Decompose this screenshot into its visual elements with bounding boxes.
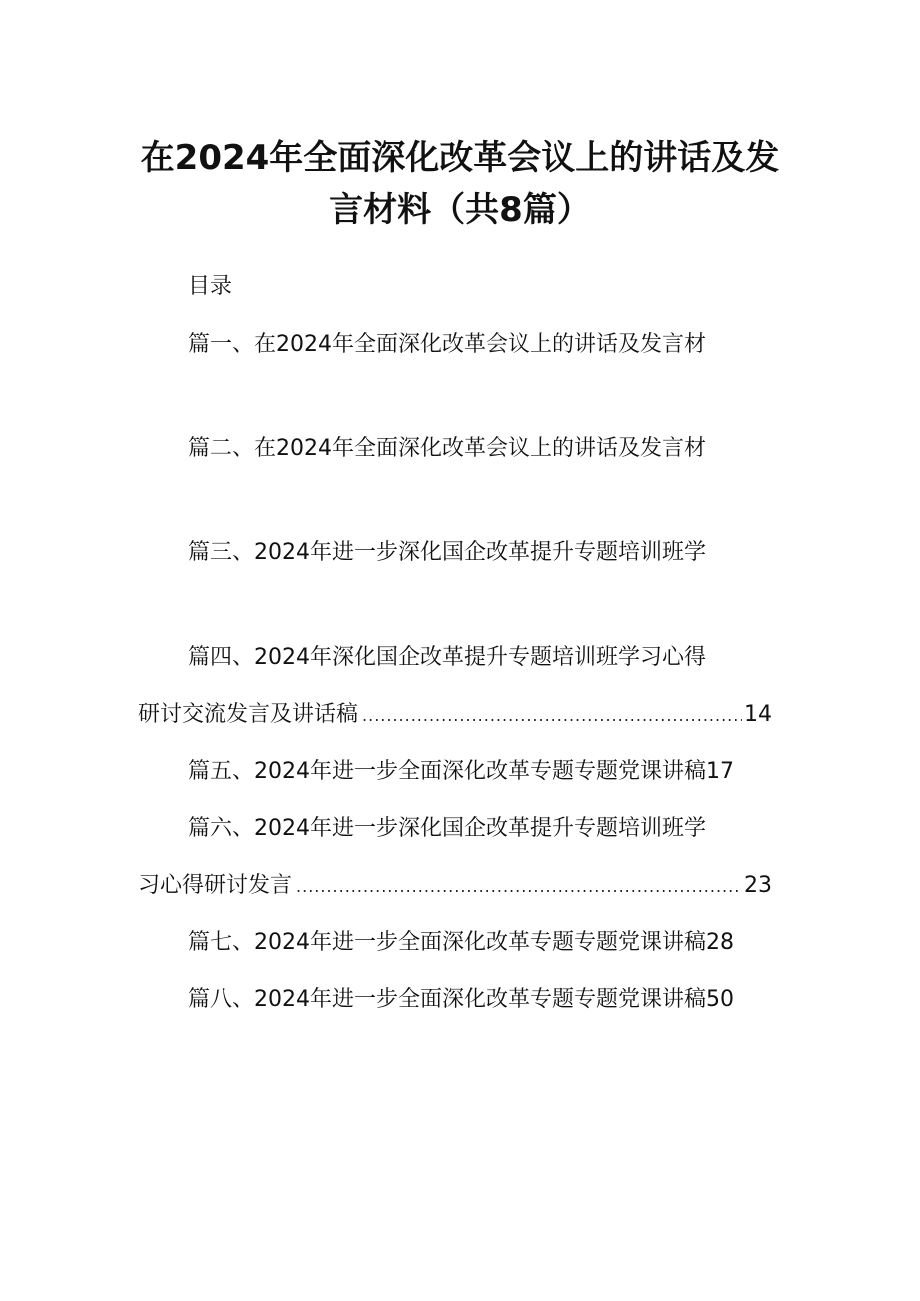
toc-entry-6-page: 23 (744, 873, 772, 898)
document-title-line1: 在2024年全面深化改革会议上的讲话及发 (140, 138, 780, 178)
toc-entry-3[interactable]: 篇三、2024年进一步深化国企改革提升专题培训班学 (188, 540, 706, 565)
toc-leader-dots (362, 701, 742, 731)
toc-heading: 目录 (188, 274, 233, 299)
toc-entry-5[interactable]: 篇五、2024年进一步全面深化改革专题专题党课讲稿17 (188, 759, 734, 784)
toc-entry-8[interactable]: 篇八、2024年进一步全面深化改革专题专题党课讲稿50 (188, 987, 734, 1012)
toc-entry-4-continuation[interactable] (138, 700, 772, 731)
toc-entry-6-continuation[interactable] (138, 871, 772, 902)
toc-entry-6-text: 习心得研讨发言 (138, 873, 293, 898)
toc-entry-4-text: 研讨交流发言及讲话稿 (138, 702, 359, 727)
toc-entry-7[interactable]: 篇七、2024年进一步全面深化改革专题专题党课讲稿28 (188, 930, 734, 955)
toc-entry-2[interactable]: 篇二、在2024年全面深化改革会议上的讲话及发言材 (188, 436, 706, 461)
document-title-line2: 言材料（共8篇） (329, 190, 591, 230)
toc-entry-6[interactable]: 篇六、2024年进一步深化国企改革提升专题培训班学 (188, 816, 706, 841)
toc-leader-dots (296, 872, 742, 902)
toc-entry-4-page: 14 (744, 702, 772, 727)
toc-entry-4[interactable]: 篇四、2024年深化国企改革提升专题培训班学习心得 (188, 645, 706, 670)
toc-entry-1[interactable]: 篇一、在2024年全面深化改革会议上的讲话及发言材 (188, 332, 706, 357)
